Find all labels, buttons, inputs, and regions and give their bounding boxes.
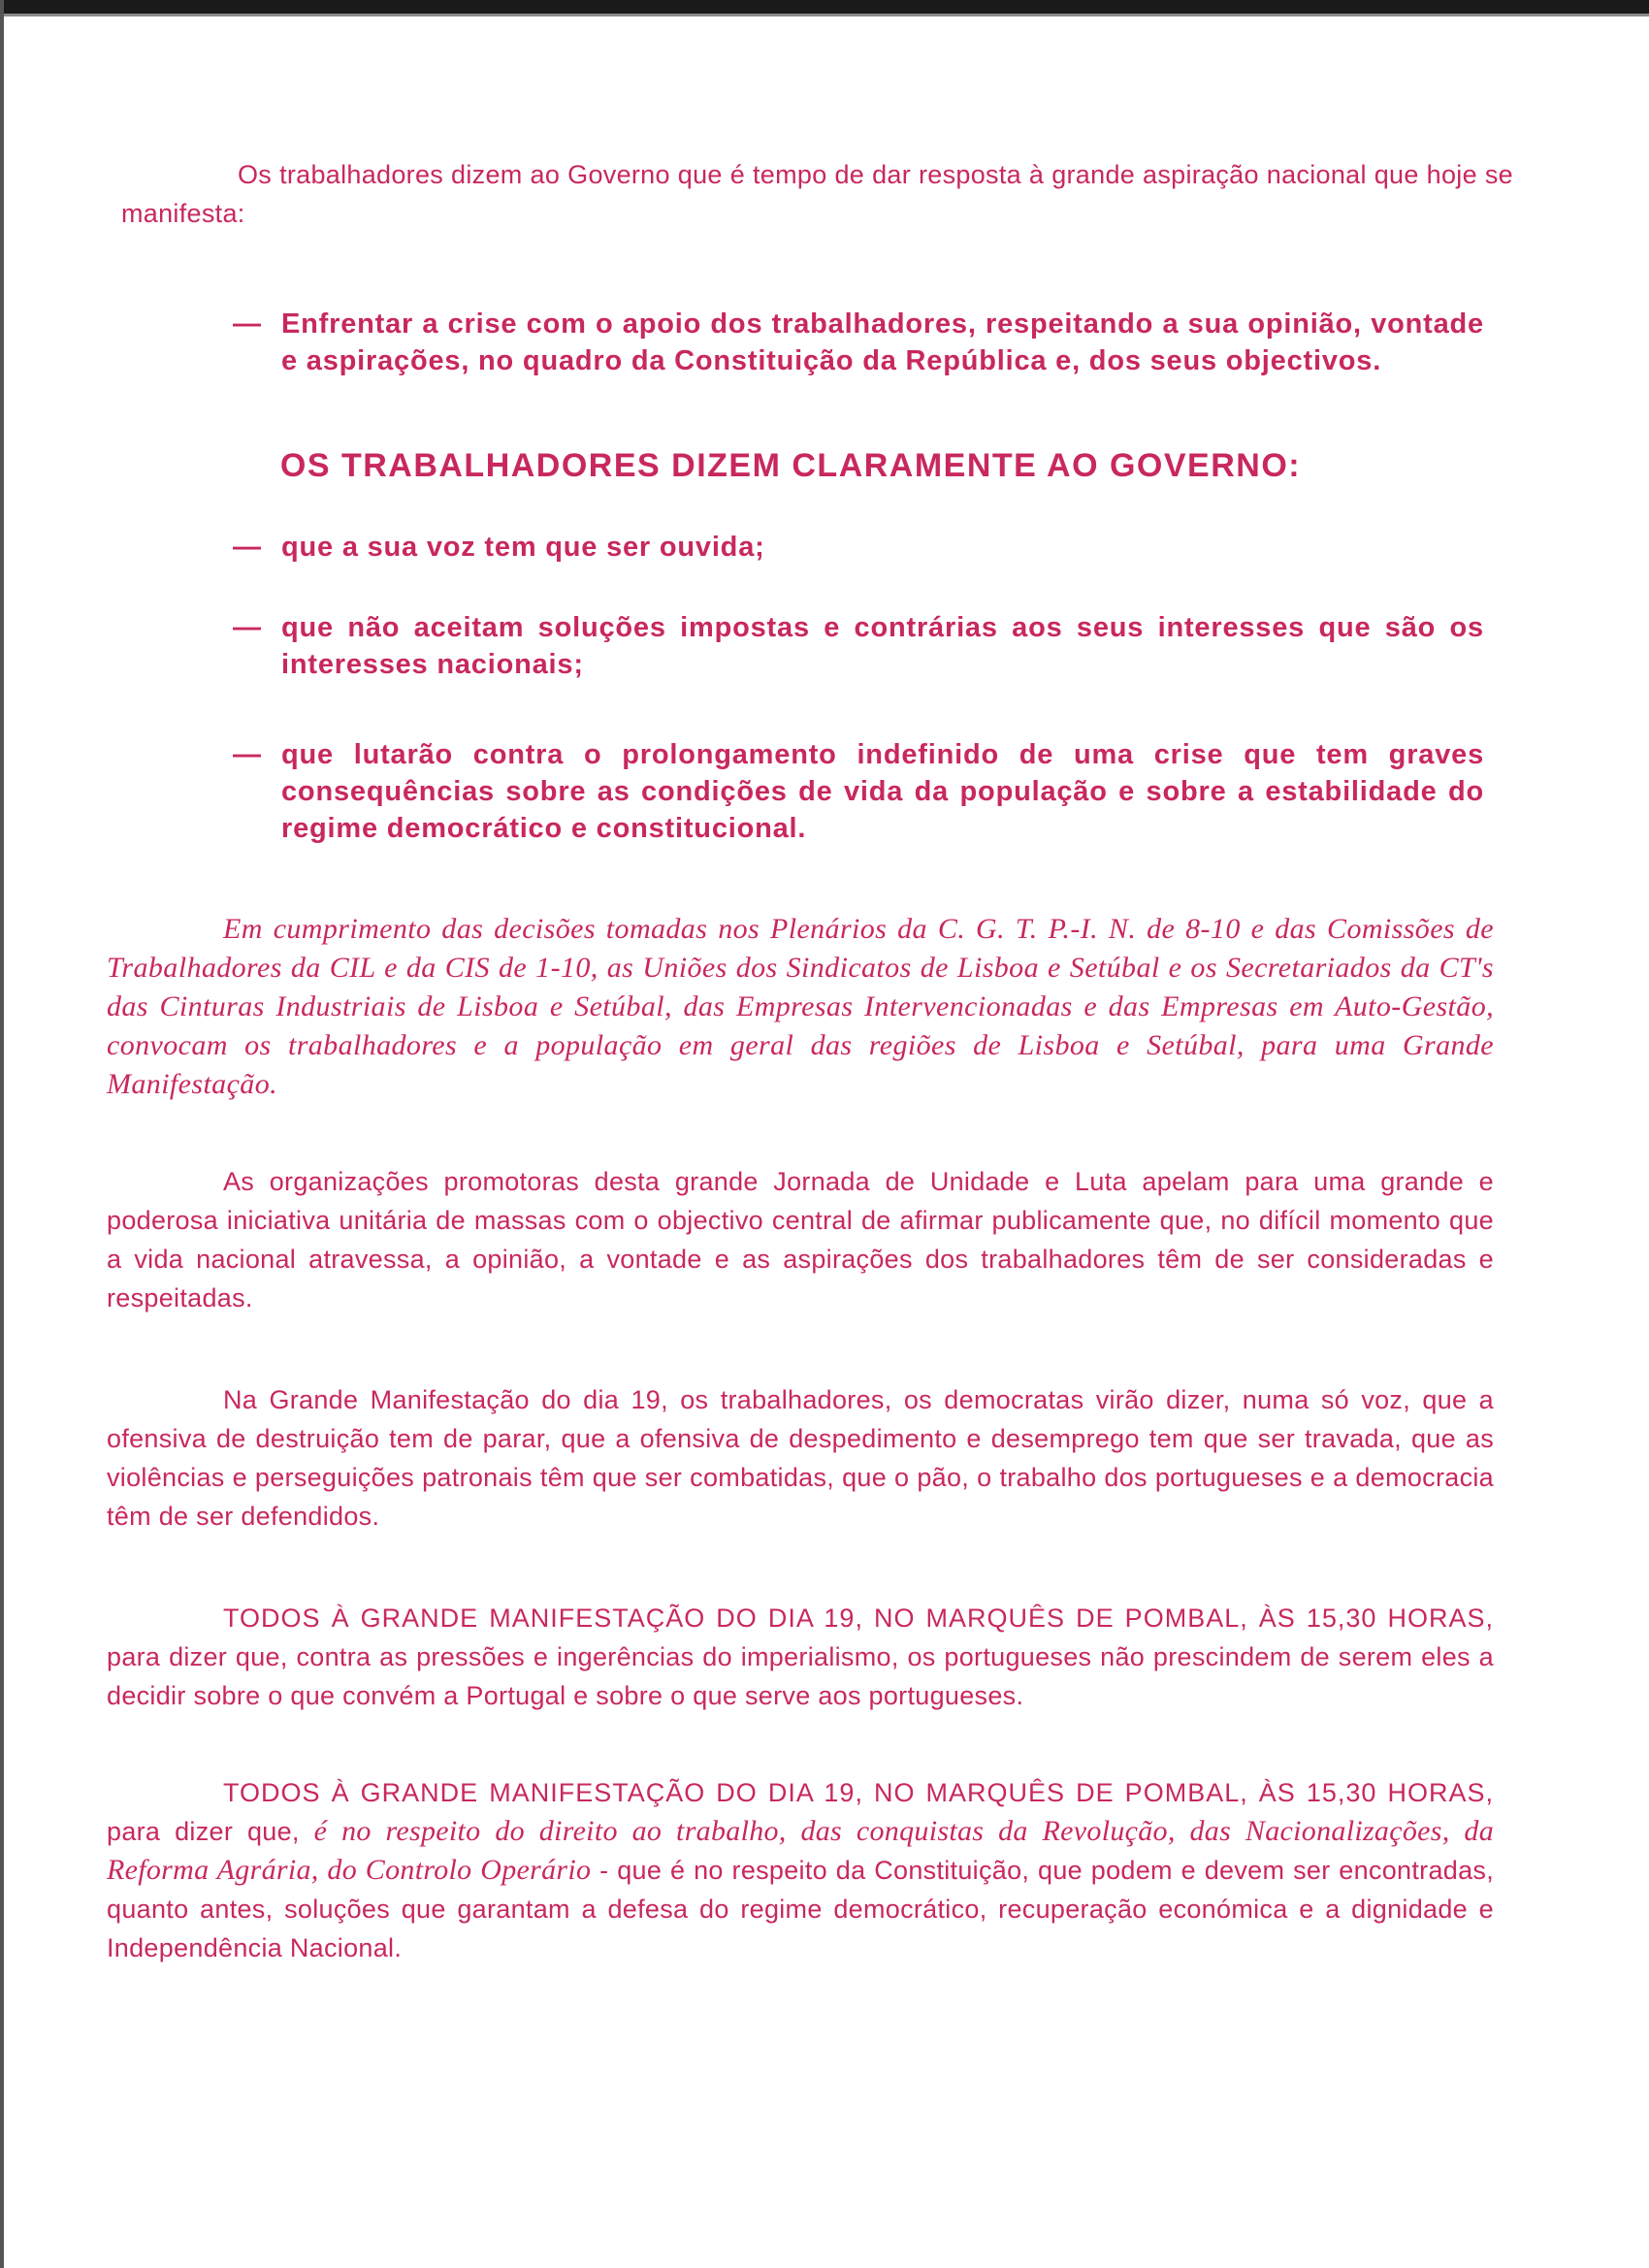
enfrentar-text: Enfrentar a crise com o apoio dos trabalhadores, respeitando a sua opinião, vontade e aspirações, no quadro da Constituição da República e, dos seus objectivos. (281, 308, 1484, 376)
todos-text-b: - que é no respeito da Constituição, que podem e devem ser encontradas, quanto antes, soluções que garantam a defesa do regime democrático, recuperação económica e a dignidade e Independência Nacional. (107, 1856, 1494, 1962)
organizacoes-paragraph: As organizações promotoras desta grande Jornada de Unidade e Luta apelam para uma grande e poderosa iniciativa unitária de massas com o objectivo central de afirmar publicamente que, no difícil momento que a vida nacional atravessa, a opinião, a vontade e as aspirações dos trabalhadores têm de ser consideradas e respeitadas. (107, 1167, 1494, 1312)
todos-text: para dizer que, contra as pressões e ingerências do imperialismo, os portugueses não prescindem de serem eles a decidir sobre o que convém a Portugal e sobre o que serve aos portugueses. (107, 1642, 1494, 1710)
point-text: que a sua voz tem que ser ouvida; (281, 532, 765, 563)
dash-marker: — (233, 308, 262, 340)
enfrentar-item (233, 306, 1484, 379)
intro-paragraph: Os trabalhadores dizem ao Governo que é tempo de dar resposta à grande aspiração nacional que hoje se manifesta: (121, 160, 1513, 228)
point-text: que não aceitam soluções impostas e contrárias aos seus interesses que são os interesses nacionais; (281, 612, 1484, 680)
document-page (107, 155, 1513, 1967)
dash-marker: — (233, 532, 262, 563)
todos-caps: TODOS À GRANDE MANIFESTAÇÃO DO DIA 19, NO MARQUÊS DE POMBAL, ÀS 15,30 HORAS, (223, 1604, 1494, 1633)
todos-paragraph-2 (107, 1773, 1494, 1967)
grande-manifestacao-paragraph: Na Grande Manifestação do dia 19, os trabalhadores, os democratas virão dizer, numa só voz, que a ofensiva de destruição tem de parar, que a ofensiva de despedimento e desemprego tem que ser travada, que as violências e perseguições patronais têm que ser combatidas, que o pão, o trabalho dos portugueses e a democracia têm de ser defendidos. (107, 1385, 1494, 1531)
point-item (233, 736, 1484, 847)
todos-caps: TODOS À GRANDE MANIFESTAÇÃO DO DIA 19, NO MARQUÊS DE POMBAL, ÀS 15,30 HORAS, (223, 1778, 1494, 1807)
point-item (233, 609, 1484, 683)
todos-italic: é no respeito do direito ao trabalho, das conquistas da Revolução, das Nacionalizações, da Reforma Agrária, do Controlo Operário (107, 1815, 1494, 1886)
todos-text-a: para dizer que, (107, 1817, 314, 1846)
scan-top-edge (0, 0, 1649, 14)
point-text: que lutarão contra o prolongamento indefinido de uma crise que tem graves consequências sobre as condições de vida da população e sobre a estabilidade do regime democrático e constitucional. (281, 739, 1484, 844)
todos-paragraph-1 (107, 1599, 1494, 1715)
dash-marker: — (233, 612, 262, 643)
cumprimento-paragraph: Em cumprimento das decisões tomadas nos Plenários da C. G. T. P.-I. N. de 8-10 e das Comissões de Trabalhadores da CIL e da CIS de 1-10, as Uniões dos Sindicatos de Lisboa e Setúbal e os Secretariados da CT's das Cinturas Industriais de Lisboa e Setúbal, das Empresas Intervencionadas e das Empresas em Auto-Gestão, convocam os trabalhadores e a população em geral das regiões de Lisboa e Setúbal, para uma Grande Manifestação. (107, 913, 1494, 1100)
point-item (233, 529, 1484, 566)
dash-marker: — (233, 739, 262, 770)
scan-left-edge (0, 0, 4, 2268)
section-heading: OS TRABALHADORES DIZEM CLARAMENTE AO GOVERNO: (279, 447, 1302, 484)
